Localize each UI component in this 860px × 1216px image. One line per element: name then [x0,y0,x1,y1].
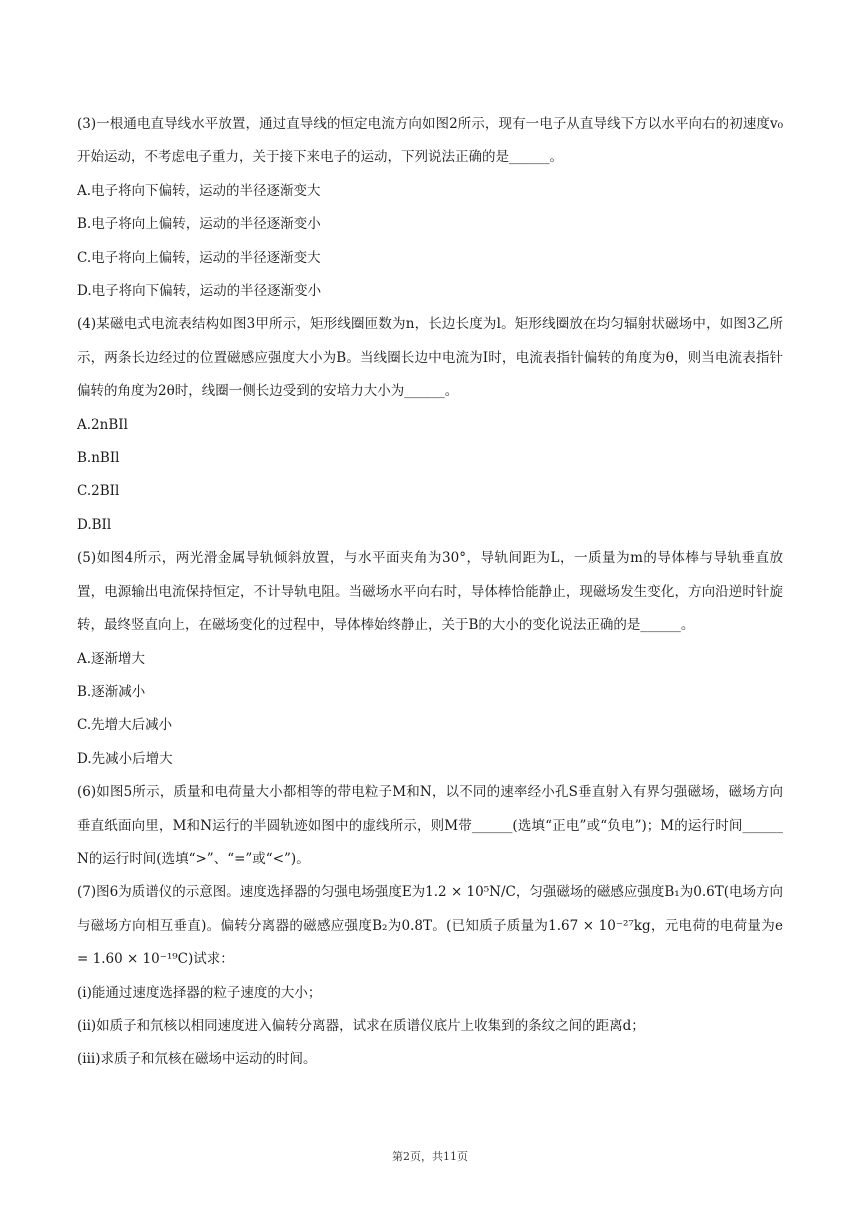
q3-option-c: C.电子将向上偏转，运动的半径逐渐变大 [77,249,321,266]
q5-stem: (5)如图4所示，两光滑金属导轨倾斜放置，与水平面夹角为30°，导轨间距为L，一质量为m的导体棒与导轨垂直放置，电源输出电流保持恒定，不计导轨电阻。当磁场水平向右时，导体棒恰能静止，现磁场发生变化，方向沿逆时针旋转，最终竖直向上，在磁场变化的过程中，导体棒始终静止，关于B的大小的变化说法正确的是______。 [77,550,783,634]
q7-stem: (7)图6为质谱仪的示意图。速度选择器的匀强电场强度E为1.2 × 10⁵N/C，匀强磁场的磁感应强度B₁为0.6T(电场方向与磁场方向相互垂直)。偏转分离器的磁感应强度B₂为0.8T。(已知质子质量为1.67 × 10⁻²⁷kg，元电荷的电荷量为e = 1.60 × 10⁻¹⁹C)试求： [77,884,783,968]
q4-option-c: C.2BIl [77,483,120,500]
q7-sub-ii: (ii)如质子和氘核以相同速度进入偏转分离器，试求在质谱仪底片上收集到的条纹之间的距离d； [77,1017,645,1034]
q3-option-b: B.电子将向上偏转，运动的半径逐渐变小 [77,216,321,233]
q5-option-c: C.先增大后减小 [77,717,173,734]
page-footer: 第2页，共11页 [392,1150,468,1163]
q3-stem: (3)一根通电直导线水平放置，通过直导线的恒定电流方向如图2所示，现有一电子从直导线下方以水平向右的初速度v₀开始运动，不考虑电子重力，关于接下来电子的运动，下列说法正确的是______。 [77,116,783,166]
q5-option-b: B.逐渐减小 [77,683,146,700]
q3-option-d: D.电子将向下偏转，运动的半径逐渐变小 [77,283,322,300]
q4-option-b: B.nBIl [77,450,120,467]
question-content [77,108,783,1077]
q5-option-d: D.先减小后增大 [77,750,173,767]
q6-stem: (6)如图5所示，质量和电荷量大小都相等的带电粒子M和N，以不同的速率经小孔S垂直射入有界匀强磁场，磁场方向垂直纸面向里，M和N运行的半圆轨迹如图中的虚线所示，则M带______(选填“正电”或“负电”)；M的运行时间______N的运行时间(选填“>”、“=”或“<”)。 [77,784,783,867]
q4-stem: (4)某磁电式电流表结构如图3甲所示，矩形线圈匝数为n，长边长度为l。矩形线圈放在均匀辐射状磁场中，如图3乙所示，两条长边经过的位置磁感应强度大小为B。当线圈长边中电流为I时，电流表指针偏转的角度为θ，则当电流表指针偏转的角度为2θ时，线圈一侧长边受到的安培力大小为______。 [77,316,783,400]
q4-option-a: A.2nBIl [77,416,128,433]
q5-option-a: A.逐渐增大 [77,650,146,667]
q7-sub-iii: (iii)求质子和氘核在磁场中运动的时间。 [77,1051,317,1068]
q7-sub-i: (i)能通过速度选择器的粒子速度的大小； [77,984,322,1001]
q4-option-d: D.BIl [77,516,112,533]
q3-option-a: A.电子将向下偏转，运动的半径逐渐变大 [77,182,321,199]
